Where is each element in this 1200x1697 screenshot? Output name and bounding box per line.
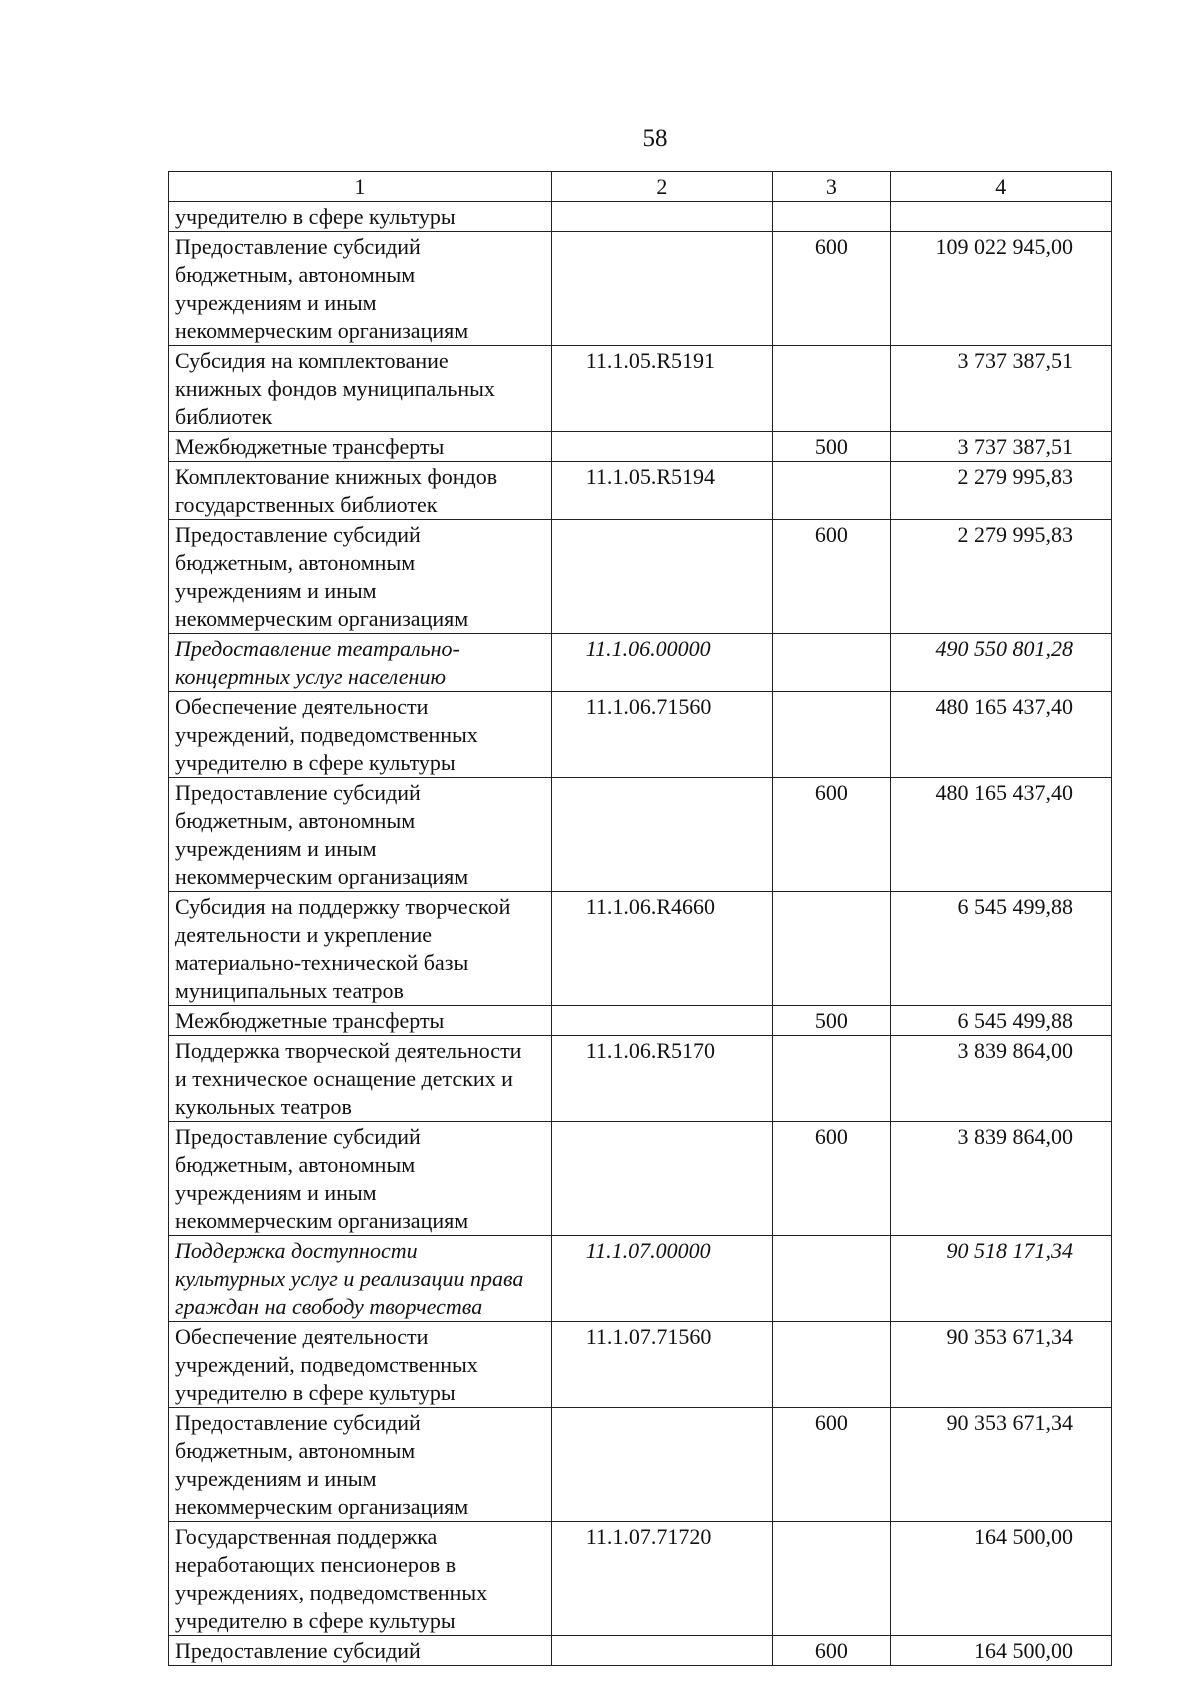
row-name-cell (169, 202, 552, 232)
row-amount-cell: 3 737 387,51 (890, 432, 1111, 462)
row-type-cell: 600 (773, 520, 890, 634)
row-code-cell: 11.1.07.71720 (551, 1522, 772, 1636)
row-code-cell: 11.1.06.R4660 (551, 892, 772, 1006)
header-col-1: 1 (169, 172, 552, 202)
row-name-cell (169, 1522, 552, 1636)
header-col-3: 3 (773, 172, 890, 202)
row-code-cell (551, 202, 772, 232)
row-name-line: бюджетным, автономным (175, 262, 416, 287)
row-name-line: культурных услуг и реализации права (175, 1266, 524, 1291)
budget-table (168, 171, 1112, 1666)
row-code-cell: 11.1.06.00000 (551, 634, 772, 692)
table-row (169, 692, 1112, 778)
row-name-line: учреждений, подведомственных (175, 1352, 478, 1377)
row-name-line: некоммерческим организациям (175, 318, 469, 343)
row-amount-cell: 90 353 671,34 (890, 1408, 1111, 1522)
row-name-line: книжных фондов муниципальных (175, 376, 495, 401)
row-amount-cell: 490 550 801,28 (890, 634, 1111, 692)
row-name-line: некоммерческим организациям (175, 1208, 469, 1233)
row-amount-cell: 6 545 499,88 (890, 1006, 1111, 1036)
row-name-line: Обеспечение деятельности (175, 694, 429, 719)
row-name-line: и техническое оснащение детских и (175, 1066, 513, 1091)
row-type-cell (773, 1522, 890, 1636)
row-name-line: учредителю в сфере культуры (175, 1380, 456, 1405)
row-name-line: учреждениям и иным (175, 1180, 377, 1205)
row-type-cell (773, 1322, 890, 1408)
row-type-cell: 600 (773, 1408, 890, 1522)
row-amount-cell: 480 165 437,40 (890, 778, 1111, 892)
row-type-cell: 500 (773, 432, 890, 462)
row-type-cell (773, 634, 890, 692)
header-col-4: 4 (890, 172, 1111, 202)
row-name-cell (169, 346, 552, 432)
row-name-line: Межбюджетные трансферты (175, 434, 445, 459)
row-name-cell (169, 692, 552, 778)
row-name-line: некоммерческим организациям (175, 864, 469, 889)
table-header-row (169, 172, 1112, 202)
row-amount-cell: 2 279 995,83 (890, 520, 1111, 634)
row-name-cell (169, 892, 552, 1006)
row-name-line: Предоставление субсидий (175, 1410, 421, 1435)
row-amount-cell (890, 202, 1111, 232)
row-type-cell (773, 202, 890, 232)
table-row (169, 634, 1112, 692)
row-type-cell (773, 892, 890, 1006)
row-name-line: учреждений, подведомственных (175, 722, 478, 747)
row-amount-cell: 480 165 437,40 (890, 692, 1111, 778)
row-amount-cell: 6 545 499,88 (890, 892, 1111, 1006)
row-name-cell (169, 1036, 552, 1122)
row-code-cell (551, 1122, 772, 1236)
row-name-line: бюджетным, автономным (175, 1438, 416, 1463)
row-amount-cell: 2 279 995,83 (890, 462, 1111, 520)
row-name-line: некоммерческим организациям (175, 1494, 469, 1519)
row-type-cell (773, 346, 890, 432)
row-amount-cell: 90 518 171,34 (890, 1236, 1111, 1322)
row-code-cell (551, 520, 772, 634)
table-row (169, 778, 1112, 892)
row-name-cell (169, 1322, 552, 1408)
row-type-cell: 600 (773, 778, 890, 892)
table-row (169, 1006, 1112, 1036)
table-row (169, 520, 1112, 634)
row-name-line: учреждениям и иным (175, 836, 377, 861)
table-row (169, 1322, 1112, 1408)
table-row (169, 1522, 1112, 1636)
row-code-cell (551, 232, 772, 346)
table-row (169, 346, 1112, 432)
row-amount-cell: 164 500,00 (890, 1522, 1111, 1636)
row-name-cell (169, 232, 552, 346)
row-name-line: учреждениям и иным (175, 1466, 377, 1491)
row-amount-cell: 164 500,00 (890, 1636, 1111, 1666)
row-code-cell: 11.1.06.71560 (551, 692, 772, 778)
row-name-line: Поддержка доступности (175, 1238, 418, 1263)
row-name-cell (169, 1408, 552, 1522)
table-row (169, 432, 1112, 462)
table-row (169, 1036, 1112, 1122)
row-name-line: бюджетным, автономным (175, 550, 416, 575)
table-row (169, 1636, 1112, 1666)
row-name-line: кукольных театров (175, 1094, 352, 1119)
row-name-line: учредителю в сфере культуры (175, 204, 456, 229)
table-row (169, 1236, 1112, 1322)
row-name-line: Межбюджетные трансферты (175, 1008, 445, 1033)
row-name-line: неработающих пенсионеров в (175, 1552, 457, 1577)
row-name-line: учреждениям и иным (175, 578, 377, 603)
row-name-cell (169, 462, 552, 520)
row-name-line: бюджетным, автономным (175, 808, 416, 833)
row-type-cell: 600 (773, 1122, 890, 1236)
budget-table-container (168, 171, 1112, 1666)
row-name-line: учредителю в сфере культуры (175, 1608, 456, 1633)
row-code-cell (551, 432, 772, 462)
row-code-cell (551, 1408, 772, 1522)
row-name-line: Предоставление субсидий (175, 234, 421, 259)
row-name-line: библиотек (175, 404, 273, 429)
row-name-line: Субсидия на комплектование (175, 348, 449, 373)
table-row (169, 462, 1112, 520)
row-type-cell: 500 (773, 1006, 890, 1036)
row-name-line: Предоставление театрально- (175, 636, 460, 661)
row-type-cell: 600 (773, 1636, 890, 1666)
row-name-line: учреждениям и иным (175, 290, 377, 315)
row-code-cell: 11.1.06.R5170 (551, 1036, 772, 1122)
row-name-line: Государственная поддержка (175, 1524, 438, 1549)
row-amount-cell: 109 022 945,00 (890, 232, 1111, 346)
table-row (169, 232, 1112, 346)
row-name-cell (169, 778, 552, 892)
row-name-line: учреждениях, подведомственных (175, 1580, 488, 1605)
row-code-cell (551, 1636, 772, 1666)
row-name-line: государственных библиотек (175, 492, 438, 517)
table-row (169, 892, 1112, 1006)
row-name-line: граждан на свободу творчества (175, 1294, 483, 1319)
row-name-line: некоммерческим организациям (175, 606, 469, 631)
row-type-cell (773, 462, 890, 520)
table-row (169, 1408, 1112, 1522)
row-name-line: Предоставление субсидий (175, 1124, 421, 1149)
row-name-line: концертных услуг населению (175, 664, 446, 689)
row-name-line: бюджетным, автономным (175, 1152, 416, 1177)
row-name-cell (169, 1006, 552, 1036)
row-code-cell (551, 778, 772, 892)
row-name-cell (169, 1122, 552, 1236)
row-name-line: муниципальных театров (175, 978, 404, 1003)
row-name-line: Комплектование книжных фондов (175, 464, 498, 489)
row-type-cell: 600 (773, 232, 890, 346)
row-name-line: материально-технической базы (175, 950, 469, 975)
row-name-cell (169, 432, 552, 462)
row-name-line: Субсидия на поддержку творческой (175, 894, 511, 919)
page-number: 58 (642, 125, 668, 152)
row-code-cell: 11.1.07.71560 (551, 1322, 772, 1408)
row-name-line: Предоставление субсидий (175, 1638, 421, 1663)
row-amount-cell: 3 839 864,00 (890, 1122, 1111, 1236)
row-name-cell (169, 1636, 552, 1666)
row-name-line: деятельности и укрепление (175, 922, 432, 947)
row-code-cell: 11.1.05.R5194 (551, 462, 772, 520)
row-amount-cell: 90 353 671,34 (890, 1322, 1111, 1408)
row-name-cell (169, 520, 552, 634)
row-name-line: Поддержка творческой деятельности (175, 1038, 522, 1063)
row-code-cell: 11.1.07.00000 (551, 1236, 772, 1322)
row-amount-cell: 3 737 387,51 (890, 346, 1111, 432)
table-row (169, 1122, 1112, 1236)
row-code-cell (551, 1006, 772, 1036)
row-name-cell (169, 1236, 552, 1322)
row-name-line: учредителю в сфере культуры (175, 750, 456, 775)
row-name-line: Обеспечение деятельности (175, 1324, 429, 1349)
table-row (169, 202, 1112, 232)
row-name-line: Предоставление субсидий (175, 522, 421, 547)
row-code-cell: 11.1.05.R5191 (551, 346, 772, 432)
row-name-cell (169, 634, 552, 692)
header-col-2: 2 (551, 172, 772, 202)
row-type-cell (773, 692, 890, 778)
row-type-cell (773, 1236, 890, 1322)
row-amount-cell: 3 839 864,00 (890, 1036, 1111, 1122)
row-type-cell (773, 1036, 890, 1122)
row-name-line: Предоставление субсидий (175, 780, 421, 805)
